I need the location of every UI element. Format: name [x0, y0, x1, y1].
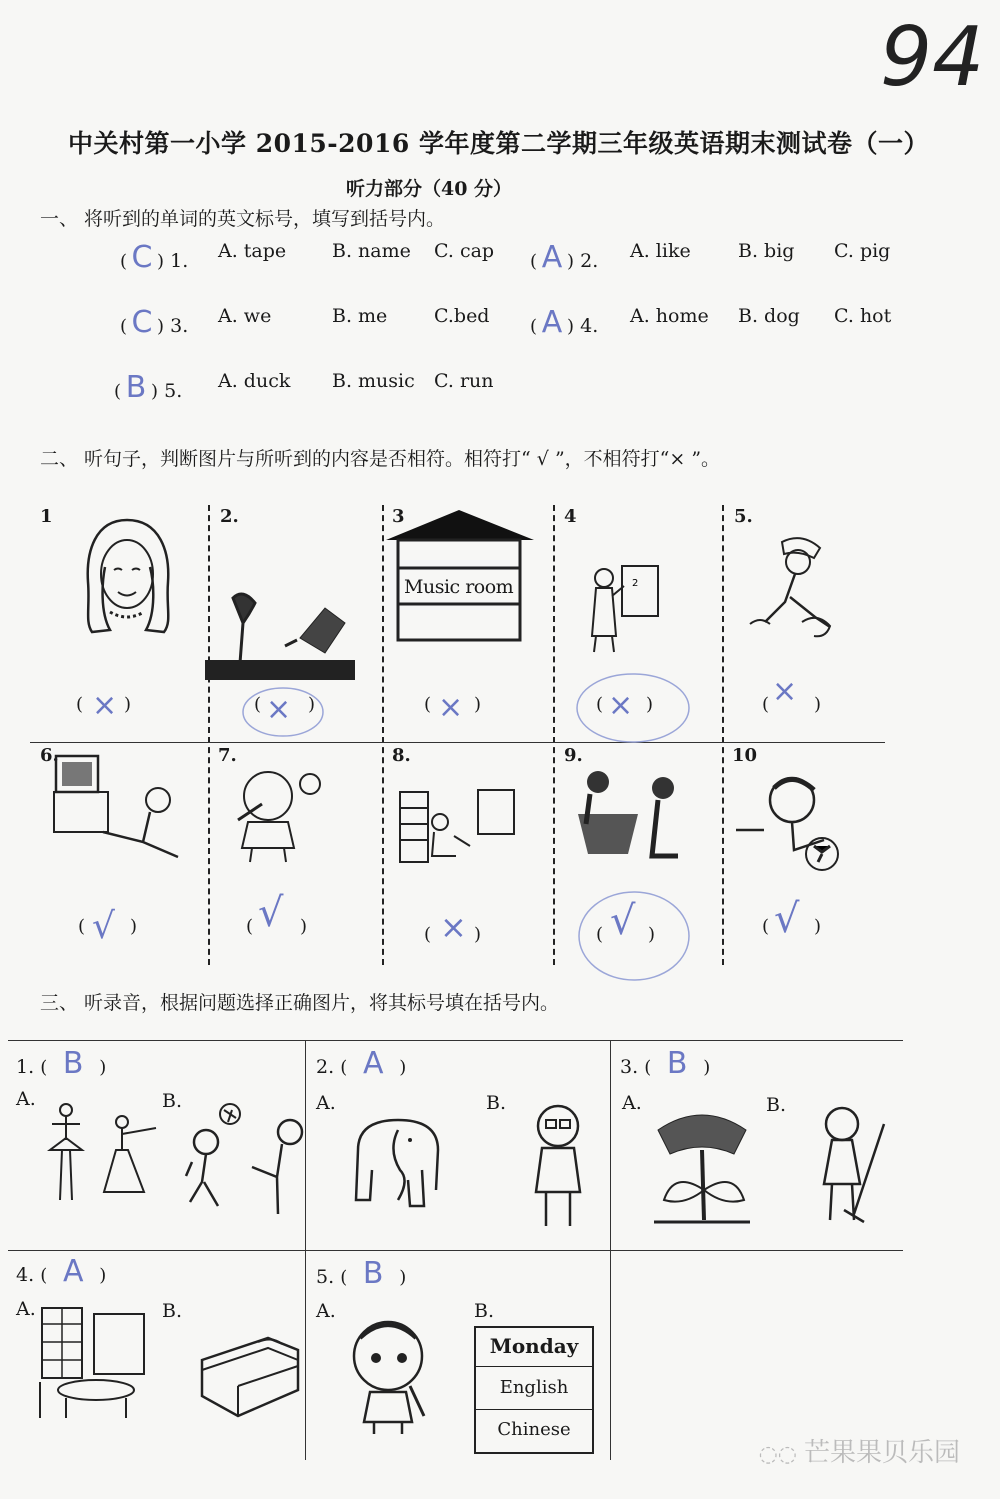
- s3-item-5: 5. ( B ): [316, 1256, 407, 1291]
- s1-item-4: ( A ) 4.: [530, 305, 599, 340]
- s2-mark-3[interactable]: ×: [438, 690, 464, 725]
- s2-paren-3: ): [474, 694, 482, 715]
- boys-playing-ball-image: [182, 1102, 307, 1220]
- s3-item-1: 1. ( B ): [16, 1046, 107, 1081]
- s1-opt-5b: B. music: [332, 370, 415, 392]
- s3-opt-2a: A.: [316, 1092, 336, 1114]
- s2-paren-5: (: [762, 694, 770, 715]
- flower-image: [654, 1110, 750, 1230]
- girl-sweeping-image: [810, 1104, 890, 1229]
- schedule-table: [474, 1326, 594, 1454]
- boy-walking-dog-image: [740, 532, 850, 647]
- girls-dancing-image: [44, 1100, 164, 1210]
- schedule-subject-1: English: [476, 1367, 592, 1410]
- s1-answer-4[interactable]: A: [541, 305, 563, 340]
- s1-answer-5[interactable]: B: [125, 370, 147, 405]
- s2-num-5: 5.: [734, 506, 753, 527]
- s3-opt-2b: B.: [486, 1092, 507, 1114]
- s2-mark-10[interactable]: √: [774, 896, 800, 942]
- s1-opt-1c: C. cap: [434, 240, 495, 262]
- s1-item-2: ( A ) 2.: [530, 240, 599, 275]
- divider: [610, 1040, 611, 1460]
- s1-opt-5a: A. duck: [218, 370, 291, 392]
- people-at-table-image: [568, 764, 703, 874]
- music-room-sign: Music room: [404, 576, 514, 598]
- s3-num-5: 5.: [316, 1266, 335, 1288]
- schedule-day: Monday: [476, 1328, 592, 1367]
- girl-singing-image: [232, 768, 332, 864]
- s2-paren-5: ): [814, 694, 822, 715]
- s3-num-4: 4.: [16, 1264, 35, 1286]
- s2-paren-4: (: [596, 694, 604, 715]
- divider: [8, 1250, 903, 1251]
- s2-paren-4: ): [646, 694, 654, 715]
- s1-opt-2b: B. big: [738, 240, 795, 262]
- girl-with-microphone-image: [340, 1316, 440, 1436]
- s2-paren-9: ): [648, 924, 656, 945]
- divider: [722, 505, 724, 965]
- s3-item-2: 2. ( A ): [316, 1046, 407, 1081]
- divider: [553, 505, 555, 965]
- s2-paren-2: (: [254, 694, 262, 715]
- s2-num-2: 2.: [220, 506, 239, 527]
- s2-paren-6: ): [130, 916, 138, 937]
- boy-in-room-image: [398, 786, 518, 866]
- watermark: [759, 1432, 960, 1469]
- s1-answer-3[interactable]: C: [131, 305, 153, 340]
- s3-opt-1b: B.: [162, 1090, 183, 1112]
- section3-heading: 三、 听录音，根据问题选择正确图片，将其标号填在括号内。: [40, 992, 560, 1014]
- s2-num-6: 6.: [40, 745, 59, 766]
- s2-mark-2[interactable]: ×: [266, 692, 292, 727]
- page-title: 中关村第一小学 2015-2016 学年度第二学期三年级英语期末测试卷（一）: [68, 129, 929, 158]
- circle-annotation: [238, 682, 328, 742]
- wechat-icon: ◌◌: [758, 1442, 804, 1467]
- page-subtitle: 听力部分（40 分）: [346, 178, 513, 200]
- girl-portrait-image: [80, 512, 175, 637]
- s2-paren-10: ): [814, 916, 822, 937]
- circle-annotation: [574, 886, 694, 986]
- score-mark: 94: [880, 10, 985, 105]
- boy-playing-football-image: [734, 770, 849, 875]
- s1-opt-1b: B. name: [332, 240, 411, 262]
- s3-answer-5[interactable]: B: [362, 1256, 384, 1291]
- s1-opt-4c: C. hot: [834, 305, 892, 327]
- s3-num-3: 3.: [620, 1056, 639, 1078]
- s2-mark-8[interactable]: ×: [440, 908, 467, 946]
- s3-opt-4b: B.: [162, 1300, 183, 1322]
- s3-opt-4a: A.: [16, 1298, 36, 1320]
- dining-room-image: [36, 1302, 161, 1420]
- s3-item-4: 4. ( A ): [16, 1254, 107, 1289]
- s1-opt-4a: A. home: [630, 305, 709, 327]
- boy-watching-tv-image: [48, 752, 193, 867]
- s1-opt-3c: C.bed: [434, 305, 490, 327]
- s2-mark-7[interactable]: √: [258, 890, 284, 936]
- s1-num-2: 2.: [580, 250, 599, 272]
- s2-paren-10: (: [762, 916, 770, 937]
- s3-num-1: 1.: [16, 1056, 35, 1078]
- section2-heading: 二、 听句子，判断图片与所听到的内容是否相符。相符打“ √ ”，不相符打“× ”。: [40, 448, 721, 470]
- s3-num-2: 2.: [316, 1056, 335, 1078]
- s2-num-4: 4: [564, 506, 577, 527]
- circle-annotation: [572, 668, 694, 748]
- s2-num-8: 8.: [392, 745, 411, 766]
- s2-num-1: 1: [40, 506, 53, 527]
- s2-paren-3: (: [424, 694, 432, 715]
- divider: [8, 1040, 903, 1041]
- s1-num-1: 1.: [170, 250, 189, 272]
- svg-text:2: 2: [632, 578, 639, 589]
- s3-opt-3a: A.: [622, 1092, 642, 1114]
- s3-opt-5b: B.: [474, 1300, 495, 1322]
- watering-plant-image: [205, 568, 360, 683]
- s2-paren-1: (: [76, 694, 84, 715]
- watermark-text: 芒果果贝乐园: [803, 1438, 960, 1468]
- s1-answer-2[interactable]: A: [541, 240, 563, 275]
- s3-opt-1a: A.: [16, 1088, 36, 1110]
- s2-mark-4[interactable]: ×: [608, 688, 634, 723]
- s1-opt-4b: B. dog: [738, 305, 800, 327]
- s2-num-9: 9.: [564, 745, 583, 766]
- s2-num-7: 7.: [218, 745, 237, 766]
- s2-paren-7: ): [300, 916, 308, 937]
- elephant-image: [348, 1110, 448, 1210]
- s1-num-5: 5.: [164, 380, 183, 402]
- s3-answer-2[interactable]: A: [362, 1046, 384, 1081]
- s1-opt-3a: A. we: [218, 305, 272, 327]
- s1-num-3: 3.: [170, 315, 189, 337]
- s2-paren-9: (: [596, 924, 604, 945]
- s2-paren-6: (: [78, 916, 86, 937]
- s2-paren-8: ): [474, 924, 482, 945]
- s1-opt-2a: A. like: [630, 240, 691, 262]
- s2-paren-8: (: [424, 924, 432, 945]
- s2-num-10: 10: [732, 745, 758, 766]
- s1-opt-1a: A. tape: [218, 240, 287, 262]
- teacher-board-image: [584, 556, 664, 656]
- s3-opt-3b: B.: [766, 1094, 787, 1116]
- divider: [30, 742, 885, 743]
- s1-opt-3b: B. me: [332, 305, 388, 327]
- s2-paren-2: ): [308, 694, 316, 715]
- s2-mark-9[interactable]: √: [610, 898, 636, 944]
- s1-num-4: 4.: [580, 315, 599, 337]
- s2-mark-1[interactable]: ×: [92, 688, 118, 723]
- s2-mark-6[interactable]: √: [92, 906, 115, 947]
- s1-item-5: ( B ) 5.: [114, 370, 183, 405]
- s3-answer-3[interactable]: B: [666, 1046, 688, 1081]
- section1-heading: 一、 将听到的单词的英文标号，填写到括号内。: [40, 208, 446, 230]
- s2-num-3: 3: [392, 506, 405, 527]
- s1-opt-2c: C. pig: [834, 240, 891, 262]
- s3-answer-1[interactable]: B: [62, 1046, 84, 1081]
- s3-answer-4[interactable]: A: [62, 1254, 84, 1289]
- bed-image: [198, 1330, 302, 1420]
- s1-answer-1[interactable]: C: [131, 240, 153, 275]
- s3-opt-5a: A.: [316, 1300, 336, 1322]
- grandpa-image: [528, 1102, 590, 1232]
- s1-opt-5c: C. run: [434, 370, 494, 392]
- s2-mark-5[interactable]: ×: [772, 674, 798, 709]
- s1-item-1: ( C ) 1.: [120, 240, 189, 275]
- s1-item-3: ( C ) 3.: [120, 305, 189, 340]
- s2-paren-7: (: [246, 916, 254, 937]
- s2-paren-1: ): [124, 694, 132, 715]
- s3-item-3: 3. ( B ): [620, 1046, 711, 1081]
- schedule-subject-2: Chinese: [497, 1419, 571, 1440]
